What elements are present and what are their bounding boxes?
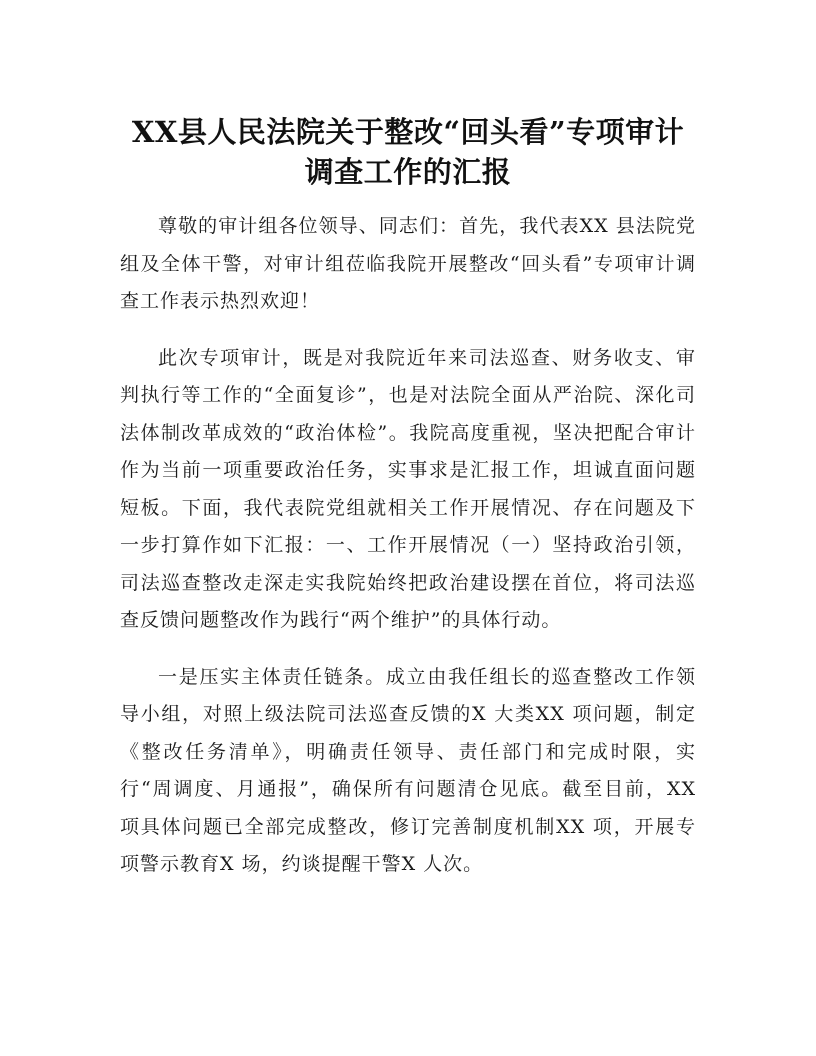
document-title: XX县人民法院关于整改“回头看”专项审计调查工作的汇报 <box>131 115 685 189</box>
paragraph-greeting: 尊敬的审计组各位领导、同志们：首先，我代表XX 县法院党组及全体干警，对审计组莅临我院开展整改“回头看”专项审计调查工作表示热烈欢迎！ <box>120 215 696 312</box>
document-body <box>120 208 696 903</box>
paragraph-overview: 此次专项审计，既是对我院近年来司法巡查、财务收支、审判执行等工作的“全面复诊”，也是对法院全面从严治院、深化司法体制改革成效的“政治体检”。我院高度重视，坚决把配合审计作为当前一项重要政治任务，实事求是汇报工作，坦诚直面问题短板。下面，我代表院党组就相关工作开展情况、存在问题及下一步打算作如下汇报：一、工作开展情况（一）坚持政治引领，司法巡查整改走深走实我院始终把政治建设摆在首位，将司法巡查反馈问题整改作为践行“两个维护”的具体行动。 <box>120 346 696 631</box>
paragraph-responsibility: 一是压实主体责任链条。成立由我任组长的巡查整改工作领导小组，对照上级法院司法巡查反馈的X 大类XX 项问题，制定《整改任务清单》，明确责任领导、责任部门和完成时限，实行“周调度、月通报”，确保所有问题清仓见底。截至目前，XX 项具体问题已全部完成整改，修订完善制度机制XX 项，开展专项警示教育X 场，约谈提醒干警X 人次。 <box>120 665 696 875</box>
